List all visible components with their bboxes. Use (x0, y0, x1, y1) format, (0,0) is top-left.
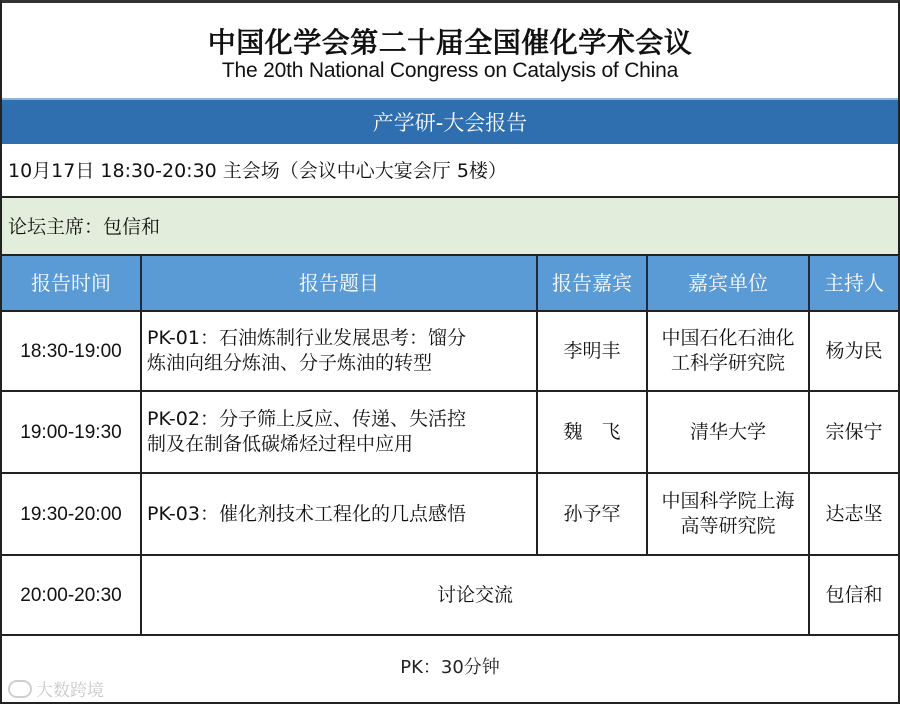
column-header-organization: 嘉宾单位 (646, 256, 808, 310)
column-header-time: 报告时间 (31, 270, 111, 295)
speaker-cell: 李明丰 (536, 312, 646, 390)
topic-cell (140, 392, 536, 472)
footer-note: PK：30分钟 (400, 657, 500, 678)
time-cell: 18:30-19:00 (20, 340, 122, 362)
title-block (2, 3, 898, 98)
organization-line: 工科学研究院 (670, 352, 785, 374)
discussion-cell: 讨论交流 (140, 556, 808, 634)
table-row (2, 556, 898, 636)
organization-line: 高等研究院 (680, 515, 776, 537)
organization-cell: 清华大学 (646, 392, 808, 472)
watermark-text: 大数跨境 (36, 681, 104, 701)
organization-cell (646, 312, 808, 390)
topic-cell: PK-03：催化剂技术工程化的几点感悟 (140, 474, 536, 554)
page-title-en: The 20th National Congress on Catalysis of China (221, 59, 679, 82)
time-cell: 19:00-19:30 (20, 421, 122, 443)
topic-line: 制及在制备低碳烯烃过程中应用 (147, 433, 414, 455)
organization-line: 中国科学院上海 (661, 490, 795, 512)
forum-chair: 论坛主席：包信和 (2, 198, 898, 256)
watermark-logo-icon (8, 680, 32, 698)
host-cell: 宗保宁 (808, 392, 898, 472)
column-header-speaker: 报告嘉宾 (536, 256, 646, 310)
speaker-cell: 魏 飞 (536, 392, 646, 472)
time-cell: 19:30-20:00 (20, 503, 122, 525)
table-row (2, 392, 898, 474)
table-header-row (2, 256, 898, 312)
organization-cell (646, 474, 808, 554)
watermark (8, 676, 104, 701)
topic-line: PK-01：石油炼制行业发展思考：馏分 (147, 327, 466, 349)
host-cell: 杨为民 (808, 312, 898, 390)
column-header-host: 主持人 (808, 256, 898, 310)
session-info: 10月17日 18:30-20:30 主会场（会议中心大宴会厅 5楼） (2, 144, 898, 198)
table-row (2, 312, 898, 392)
topic-line: PK-02：分子筛上反应、传递、失活控 (147, 408, 466, 430)
session-band: 产学研-大会报告 (2, 98, 898, 144)
host-cell: 包信和 (808, 556, 898, 634)
column-header-topic: 报告题目 (140, 256, 536, 310)
speaker-cell: 孙予罕 (536, 474, 646, 554)
organization-line: 中国石化石油化 (661, 327, 795, 349)
page-title-cn: 中国化学会第二十届全国催化学术会议 (207, 26, 693, 59)
topic-line: 炼油向组分炼油、分子炼油的转型 (147, 352, 433, 374)
topic-cell (140, 312, 536, 390)
table-row (2, 474, 898, 556)
time-cell: 20:00-20:30 (20, 584, 122, 606)
host-cell: 达志坚 (808, 474, 898, 554)
